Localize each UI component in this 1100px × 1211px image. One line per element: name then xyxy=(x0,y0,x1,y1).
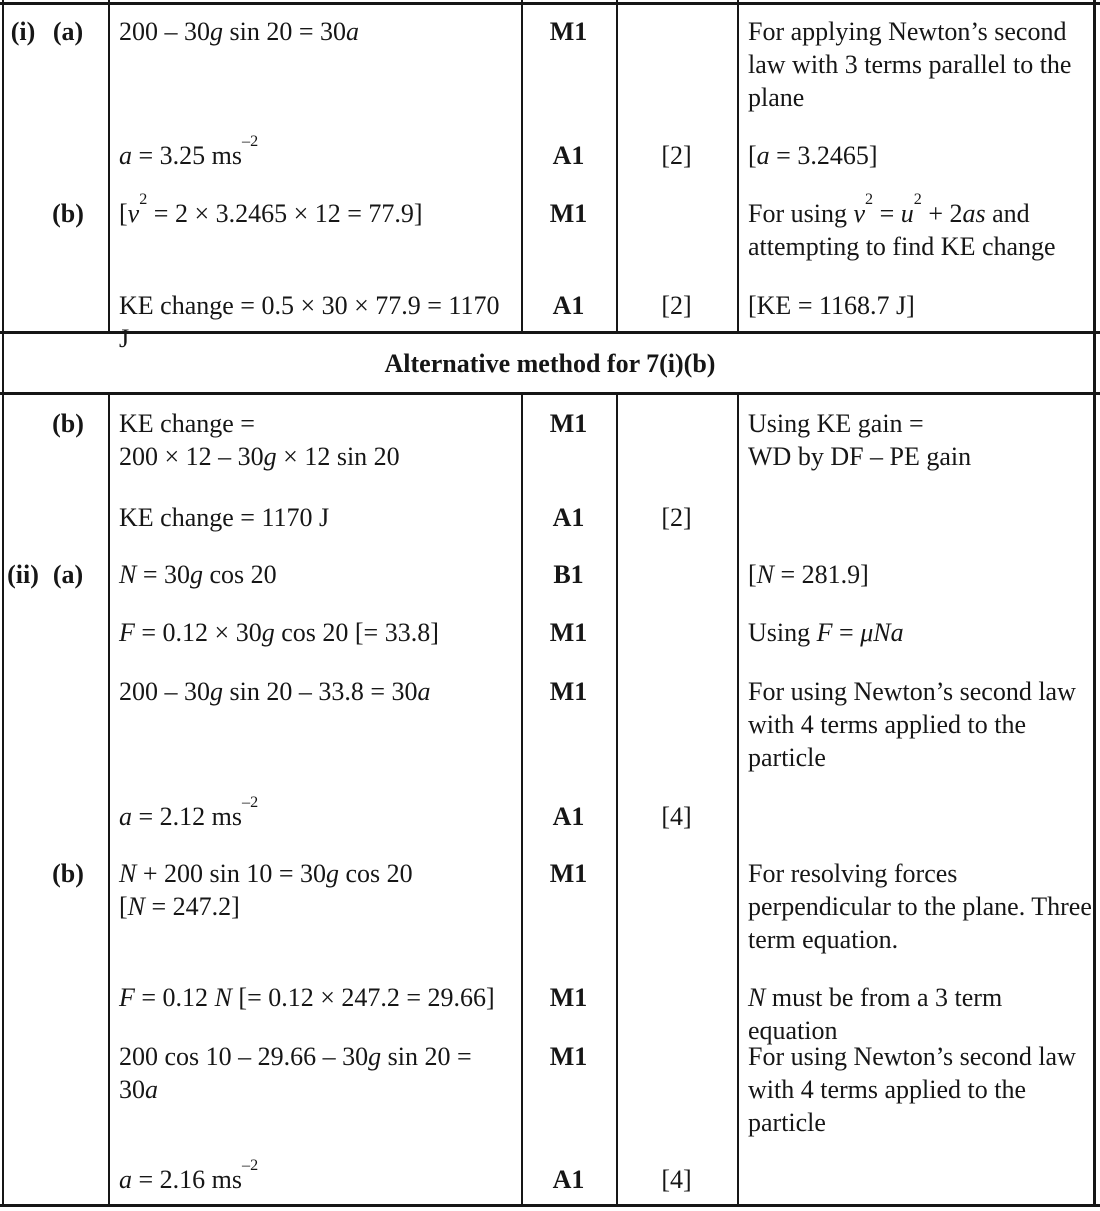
part-label-major: (i) xyxy=(10,17,36,46)
part-label-minor: (a) xyxy=(52,17,84,46)
comment-cell xyxy=(748,981,1092,1047)
mark-cell: A1 xyxy=(552,802,585,831)
working-cell xyxy=(119,675,511,708)
working-cell xyxy=(119,616,511,649)
column-divider-labels-upper xyxy=(108,0,110,334)
comment-cell xyxy=(748,616,1092,649)
text-line: KE change = 0.5 × 30 × 77.9 = 1170 J xyxy=(119,291,500,353)
text-line: perpendicular to the plane. Three xyxy=(748,892,1092,921)
part-label-minor: (b) xyxy=(52,199,84,228)
text-line: 200 × 12 – 30g × 12 sin 20 xyxy=(119,442,400,471)
mark-cell: A1 xyxy=(552,1165,585,1194)
working-cell xyxy=(119,133,511,172)
total-cell: [4] xyxy=(661,1165,692,1194)
text-line: attempting to find KE change xyxy=(748,232,1056,261)
mark-cell: M1 xyxy=(549,1042,588,1071)
part-label-minor: (b) xyxy=(52,409,84,438)
mark-cell: M1 xyxy=(549,199,588,228)
column-divider-comment-upper xyxy=(737,0,739,334)
comment-cell xyxy=(748,289,1092,322)
mark-cell: A1 xyxy=(552,141,585,170)
text-line: [N = 281.9] xyxy=(748,560,869,589)
text-line: term equation. xyxy=(748,925,899,954)
text-line: For resolving forces xyxy=(748,859,958,888)
comment-cell xyxy=(748,675,1092,774)
mark-cell: B1 xyxy=(553,560,584,589)
text-line: For applying Newton’s second xyxy=(748,17,1067,46)
working-cell xyxy=(119,15,511,48)
text-line: For using $v^2 = u^2 + 2as$ and xyxy=(748,191,1030,228)
working-cell xyxy=(119,289,511,355)
text-line: [N = 247.2] xyxy=(119,892,240,921)
text-line: Using KE gain = xyxy=(748,409,924,438)
mark-cell: M1 xyxy=(549,17,588,46)
mark-cell: M1 xyxy=(549,618,588,647)
working-cell xyxy=(119,794,511,833)
mark-cell: A1 xyxy=(552,291,585,320)
part-label-major: (ii) xyxy=(7,560,39,589)
alt-method-header: Alternative method for 7(i)(b) xyxy=(384,349,716,378)
text-line: a = 2.12 $ms^{-2}$ xyxy=(119,794,259,831)
text-line: KE change = 1170 J xyxy=(119,503,330,532)
mark-cell: M1 xyxy=(549,677,588,706)
comment-cell xyxy=(748,407,1092,473)
text-line: Using F = μNa xyxy=(748,618,904,647)
working-cell xyxy=(119,558,511,591)
text-line: KE change = xyxy=(119,409,255,438)
text-line: with 4 terms applied to the xyxy=(748,710,1027,739)
working-cell xyxy=(119,981,511,1014)
text-line: [KE = 1168.7 J] xyxy=(748,291,915,320)
table-rule-alt-bottom xyxy=(0,392,1100,395)
working-cell xyxy=(119,191,511,230)
table-border-left xyxy=(2,0,4,1207)
text-line: N = 30g cos 20 xyxy=(119,560,277,589)
column-divider-comment-lower xyxy=(737,392,739,1204)
text-line: For using Newton’s second law xyxy=(748,1042,1076,1071)
text-line: F = 0.12 × 30g cos 20 [= 33.8] xyxy=(119,618,439,647)
mark-cell: A1 xyxy=(552,503,585,532)
text-line: 200 – 30g sin 20 = 30a xyxy=(119,17,360,46)
mark-cell: M1 xyxy=(549,859,588,888)
text-line: law with 3 terms parallel to the xyxy=(748,50,1072,79)
text-line: WD by DF – PE gain xyxy=(748,442,972,471)
text-line: $[v^2 = 2 \times 3.2465 \times 12 = 77.9]$ xyxy=(119,191,423,228)
column-divider-labels-lower xyxy=(108,392,110,1204)
total-cell: [2] xyxy=(661,291,692,320)
comment-cell xyxy=(748,15,1092,114)
text-line: For using Newton’s second law xyxy=(748,677,1076,706)
text-line: F = 0.12 N [= 0.12 × 247.2 = 29.66] xyxy=(119,983,495,1012)
table-border-right xyxy=(1093,0,1096,1207)
text-line: 200 cos 10 – 29.66 – 30g sin 20 = 30a xyxy=(119,1042,472,1104)
text-line: 200 – 30g sin 20 – 33.8 = 30a xyxy=(119,677,431,706)
text-line: plane xyxy=(748,83,805,112)
text-line: N + 200 sin 10 = 30g cos 20 xyxy=(119,859,413,888)
part-label-minor: (a) xyxy=(52,560,84,589)
comment-cell xyxy=(748,1040,1092,1139)
total-cell: [4] xyxy=(661,802,692,831)
mark-cell: M1 xyxy=(549,983,588,1012)
table-rule-top xyxy=(0,2,1100,5)
text-line: with 4 terms applied to the xyxy=(748,1075,1027,1104)
total-cell: [2] xyxy=(661,503,692,532)
working-cell xyxy=(119,857,511,923)
text-line: N must be from a 3 term equation xyxy=(748,983,1003,1045)
working-cell xyxy=(119,407,511,473)
text-line: a = 3.25 $ms^{-2}$ xyxy=(119,133,259,170)
text-line: [a = 3.2465] xyxy=(748,141,878,170)
working-cell xyxy=(119,501,511,534)
total-cell: [2] xyxy=(661,141,692,170)
table-rule-bottom xyxy=(0,1204,1100,1207)
working-cell xyxy=(119,1157,511,1196)
comment-cell xyxy=(748,139,1092,172)
mark-cell: M1 xyxy=(549,409,588,438)
text-line: a = 2.16 $ms^{-2}$ xyxy=(119,1157,259,1194)
part-label-minor: (b) xyxy=(52,859,84,888)
comment-cell xyxy=(748,191,1092,263)
working-cell xyxy=(119,1040,511,1106)
text-line: particle xyxy=(748,1108,826,1137)
comment-cell xyxy=(748,558,1092,591)
text-line: particle xyxy=(748,743,826,772)
comment-cell xyxy=(748,857,1092,956)
